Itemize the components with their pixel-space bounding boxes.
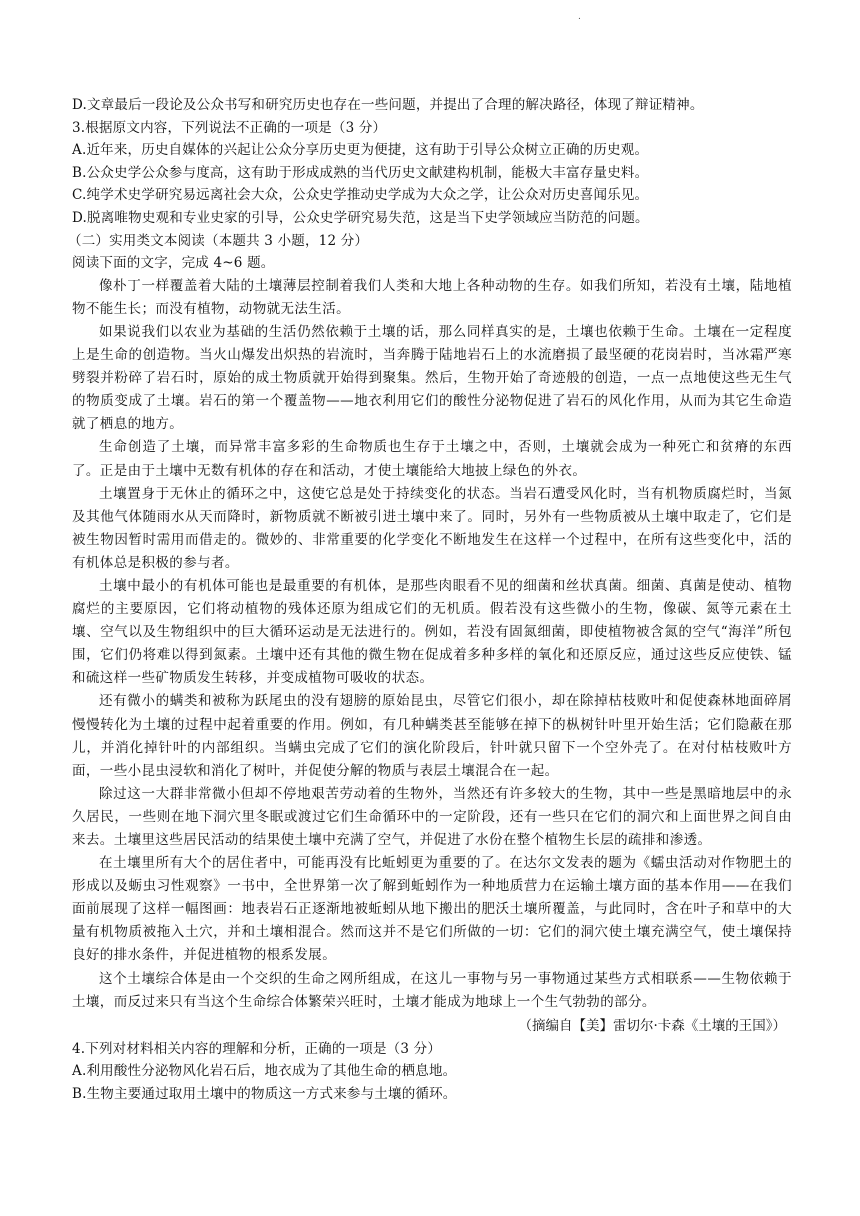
passage-paragraph: 像朴丁一样覆盖着大陆的土壤薄层控制着我们人类和大地上各种动物的生存。如我们所知，若没有土壤，陆地植物不能生长；而没有植物，动物就无法生活。 (72, 277, 792, 317)
passage-source: （摘编自【美】雷切尔·卡森《土壤的王国》） (518, 1017, 786, 1034)
reading-passage (72, 275, 792, 1038)
passage-paragraph: 还有微小的螨类和被称为跃尾虫的没有翅膀的原始昆虫，尽管它们很小，却在除掉枯枝败叶和促使森林地面碎屑慢慢转化为土壤的过程中起着重要的作用。例如，有几种螨类甚至能够在掉下的枞树针叶里开始生活；它们隐蔽在那儿，并消化掉针叶的内部组织。当螨虫完成了它们的演化阶段后，针叶就只留下一个空外壳了。在对付枯枝败叶方面，一些小昆虫浸软和消化了树叶，并促使分解的物质与表层土壤混合在一起。 (72, 693, 792, 779)
question-3-option-b: B.公众史学公众参与度高，这有助于形成成熟的当代历史文献建构机制，能极大丰富存量史料。 (72, 164, 649, 181)
section-title: （二）实用类文本阅读（本题共 3 小题，12 分） (68, 232, 369, 249)
passage-paragraph: 在土壤里所有大个的居住者中，可能再没有比蚯蚓更为重要的了。在达尔文发表的题为《蠕虫活动对作物肥土的形成以及蛎虫习性观察》一书中，全世界第一次了解到蚯蚓作为一种地质营力在运输土壤方面的基本作用——在我们面前展现了这样一幅图画：地表岩石正逐渐地被蚯蚓从地下搬出的肥沃土壤所覆盖，与此同时，含在叶子和草中的大量有机物质被拖入土穴，并和土壤相混合。然而这并不是它们所做的一切：它们的洞穴使土壤充满空气，使土壤保持良好的排水条件，并促进植物的根系发展。 (72, 855, 792, 964)
question-3-option-c: C.纯学术史学研究易远离社会大众，公众史学推动史学成为大众之学，让公众对历史喜闻乐见。 (72, 187, 649, 204)
passage-paragraph: 生命创造了土壤，而异常丰富多彩的生命物质也生存于土壤之中，否则，土壤就会成为一种死亡和贫瘠的东西了。正是由于土壤中无数有机体的存在和活动，才使土壤能给大地披上绿色的外衣。 (72, 439, 792, 479)
header-mark: . (578, 12, 581, 22)
question-4-option-b: B.生物主要通过取用土壤中的物质这一方式来参与土壤的循环。 (72, 1085, 457, 1102)
passage-paragraph: 土壤中最小的有机体可能也是最重要的有机体，是那些肉眼看不见的细菌和丝状真菌。细菌、真菌是使动、植物腐烂的主要原因，它们将动植物的残体还原为组成它们的无机质。假若没有这些微小的生物，像碳、氮等元素在土壤、空气以及生物组织中的巨大循环运动是无法进行的。例如，若没有固氮细菌，即使植物被含氮的空气“海洋”所包围，它们仍将难以得到氮素。土壤中还有其他的微生物在促成着多种多样的氧化和还原反应，通过这些反应使铁、锰和硫这样一些矿物质发生转移，并变成植物可吸收的状态。 (72, 577, 792, 687)
question-4-stem: 4.下列对材料相关内容的理解和分析，正确的一项是（3 分） (72, 1040, 442, 1057)
question-3-option-d: D.脱离唯物史观和专业史家的引导，公众史学研究易失范，这是当下史学领域应当防范的问题。 (72, 209, 649, 226)
passage-paragraph: 土壤置身于无休止的循环之中，这使它总是处于持续变化的状态。当岩石遭受风化时，当有机物质腐烂时，当氮及其他气体随雨水从天而降时，新物质就不断被引进土壤中来了。同时，另外有一些物质被从土壤中取走了，它们是被生物因暂时需用而借走的。微妙的、非常重要的化学变化不断地发生在这样一个过程中，在所有这些变化中，活的有机体总是积极的参与者。 (72, 485, 792, 571)
exam-page (68, 94, 792, 1106)
reading-instruction: 阅读下面的文字，完成 4~6 题。 (72, 255, 275, 272)
question-3-option-a: A.近年来，历史自媒体的兴起让公众分享历史更为便捷，这有助于引导公众树立正确的历史观。 (72, 142, 649, 159)
question-3-stem: 3.根据原文内容，下列说法不正确的一项是（3 分） (72, 119, 387, 136)
passage-paragraph: 这个土壤综合体是由一个交织的生命之网所组成，在这儿一事物与另一事物通过某些方式相联系——生物依赖于土壤，而反过来只有当这个生命综合体繁荣兴旺时，土壤才能成为地球上一个生气勃勃的部分。 (72, 970, 792, 1010)
passage-paragraph: 除过这一大群非常微小但却不停地艰苦劳动着的生物外，当然还有许多较大的生物，其中一些是黑暗地层中的永久居民，一些则在地下洞穴里冬眠或渡过它们生命循环中的一定阶段，还有一些只在它们的洞穴和上面世界之间自由来去。土壤里这些居民活动的结果使土壤中充满了空气，并促进了水份在整个植物生长层的疏排和渗透。 (72, 785, 792, 848)
passage-paragraph: 如果说我们以农业为基础的生活仍然依赖于土壤的话，那么同样真实的是，土壤也依赖于生命。土壤在一定程度上是生命的创造物。当火山爆发出炽热的岩流时，当奔腾于陆地岩石上的水流磨损了最坚硬的花岗岩时，当冰霜严寒劈裂并粉碎了岩石时，原始的成土物质就开始得到聚集。然后，生物开始了奇迹般的创造，一点一点地使这些无生气的物质变成了土壤。岩石的第一个覆盖物——地衣利用它们的酸性分泌物促进了岩石的风化作用，从而为其它生命造就了栖息的地方。 (72, 323, 792, 433)
question-2-option-d: D.文章最后一段论及公众书写和研究历史也存在一些问题，并提出了合理的解决路径，体现了辩证精神。 (72, 97, 704, 113)
question-4-option-a: A.利用酸性分泌物风化岩石后，地衣成为了其他生命的栖息地。 (72, 1063, 457, 1080)
